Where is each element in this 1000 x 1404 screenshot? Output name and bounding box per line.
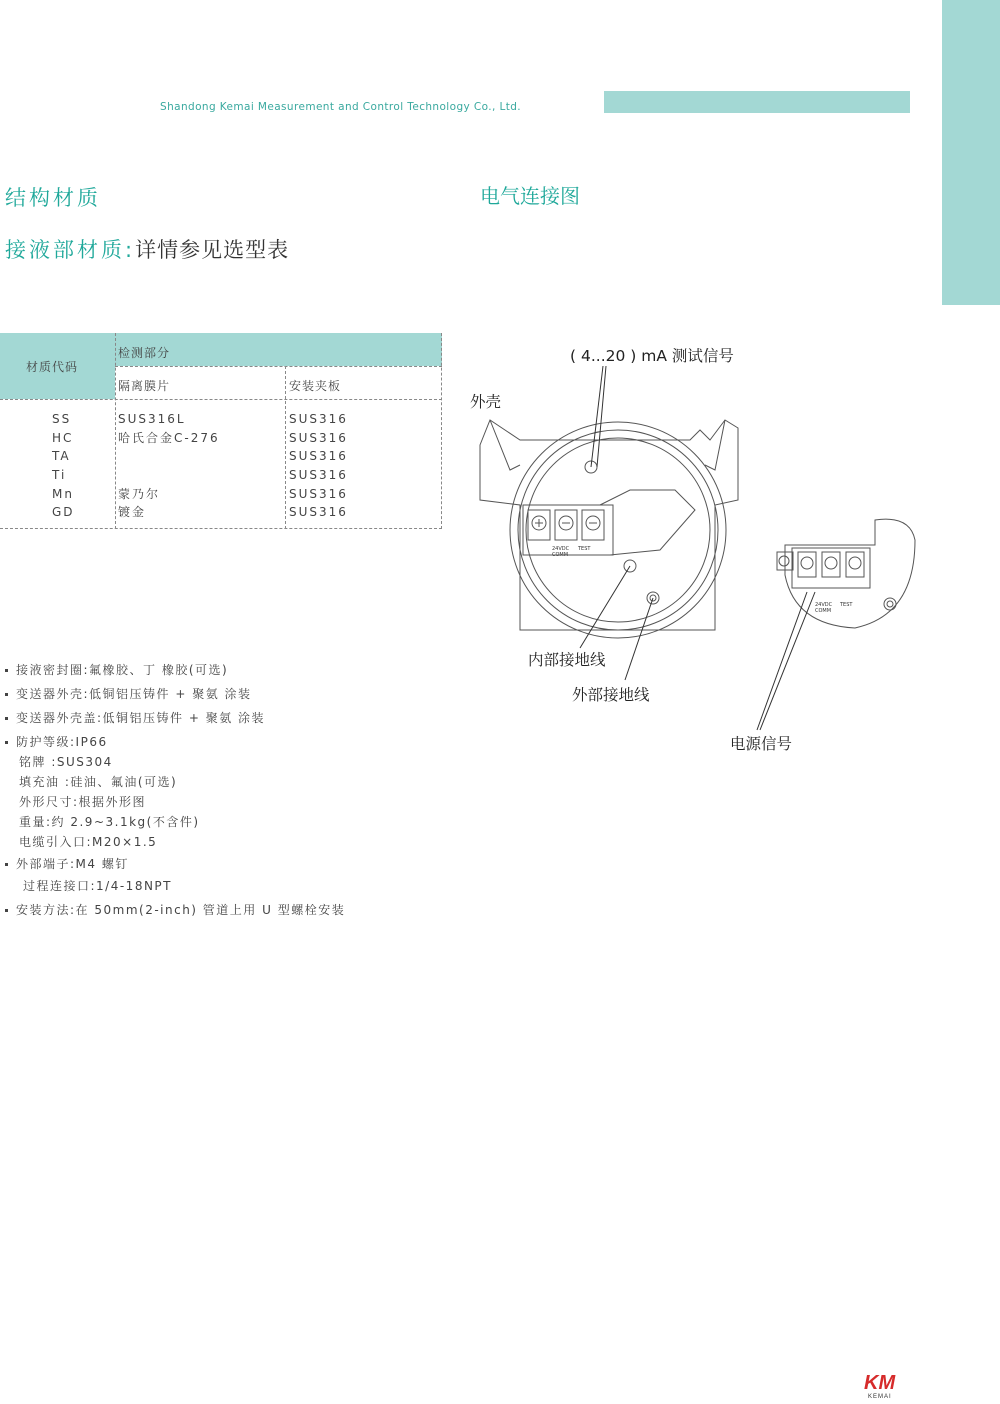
material-code-column [52, 410, 75, 522]
svg-text:24VDC: 24VDC [815, 602, 833, 608]
wetted-parts-label: 接液部材质: [5, 238, 136, 262]
side-tab-decoration [942, 0, 1000, 305]
external-ground-label: 外部接地线 [572, 686, 650, 704]
spec-item: 外部端子:M4 螺钉 [5, 855, 129, 872]
table-divider [441, 333, 442, 529]
svg-text:KEMAI: KEMAI [868, 1394, 892, 1399]
bullet-icon [5, 741, 8, 744]
table-divider [115, 366, 442, 367]
svg-text:24VDC: 24VDC [552, 546, 570, 552]
structure-section-title: 结构材质 [5, 186, 101, 210]
bullet-icon [5, 717, 8, 720]
svg-text:COMM: COMM [815, 608, 832, 614]
table-cell: Mn [52, 486, 74, 501]
table-divider [115, 333, 116, 529]
table-divider [0, 528, 442, 529]
table-cell [118, 466, 220, 485]
wiring-illustration [460, 330, 940, 780]
table-cell: GD [52, 505, 75, 520]
svg-text:COMM: COMM [552, 552, 569, 558]
table-cell: TA [52, 449, 71, 464]
table-cell: SUS316 [289, 505, 348, 520]
spec-item: 外形尺寸:根据外形图 [19, 795, 147, 809]
electrical-connection-diagram [460, 330, 940, 780]
svg-text:TEST: TEST [578, 546, 591, 552]
table-cell: SUS316L [118, 412, 186, 426]
header-detection-part: 检测部分 [118, 346, 171, 360]
spec-item: 过程连接口:1/4-18NPT [23, 879, 172, 893]
test-signal-label: ( 4...20 ) mA 测试信号 [570, 347, 734, 365]
flange-column [289, 410, 348, 522]
material-table [0, 333, 442, 529]
svg-text:TEST: TEST [840, 602, 853, 608]
spec-item: 电缆引入口:M20×1.5 [19, 835, 158, 849]
company-name: Shandong Kemai Measurement and Control Technology Co., Ltd. [160, 101, 522, 113]
internal-ground-label: 内部接地线 [528, 651, 606, 669]
table-cell: SUS316 [289, 468, 348, 483]
table-cell: 蒙乃尔 [118, 486, 161, 501]
power-signal-label: 电源信号 [730, 735, 793, 753]
bullet-icon [5, 669, 8, 672]
header-flange: 安装夹板 [289, 379, 342, 393]
spec-item: 变送器外壳:低铜铝压铸件 + 聚氨 涂装 [5, 685, 252, 702]
bullet-icon [5, 863, 8, 866]
table-cell: SUS316 [289, 449, 348, 464]
table-divider [285, 366, 286, 529]
wetted-parts-value: 详情参见选型表 [135, 238, 290, 262]
table-cell: HC [52, 430, 74, 445]
electrical-section-title: 电气连接图 [480, 184, 580, 208]
header-diaphragm: 隔离膜片 [118, 379, 171, 393]
spec-item: 防护等级:IP66 [5, 733, 108, 750]
diaphragm-column [118, 410, 220, 522]
table-cell: Ti [52, 468, 67, 483]
spec-item: 重量:约 2.9~3.1kg(不含件) [19, 815, 200, 829]
spec-item: 铭牌 :SUS304 [19, 755, 113, 769]
wetted-parts-line [5, 234, 289, 264]
spec-item: 填充油 :硅油、氟油(可选) [19, 775, 178, 789]
header-material-code: 材质代码 [26, 360, 79, 374]
svg-text:KM: KM [864, 1372, 896, 1394]
table-cell: SUS316 [289, 486, 348, 501]
header-accent-bar [604, 91, 910, 113]
table-cell: SUS316 [289, 430, 348, 445]
table-cell: 哈氏合金C-276 [118, 430, 220, 445]
bullet-icon [5, 693, 8, 696]
bullet-icon [5, 909, 8, 912]
table-divider [0, 399, 442, 400]
company-logo [862, 1369, 912, 1399]
table-cell: 镀金 [118, 505, 147, 520]
housing-label: 外壳 [470, 393, 502, 411]
table-cell [118, 447, 220, 466]
spec-item: 安装方法:在 50mm(2-inch) 管道上用 U 型螺栓安装 [5, 901, 345, 918]
table-cell: SS [52, 412, 72, 426]
table-cell: SUS316 [289, 412, 348, 426]
logo-mark-icon [862, 1369, 912, 1399]
spec-item: 接液密封圈:氟橡胶、丁 橡胶(可选) [5, 661, 228, 678]
spec-item: 变送器外壳盖:低铜铝压铸件 + 聚氨 涂装 [5, 709, 265, 726]
